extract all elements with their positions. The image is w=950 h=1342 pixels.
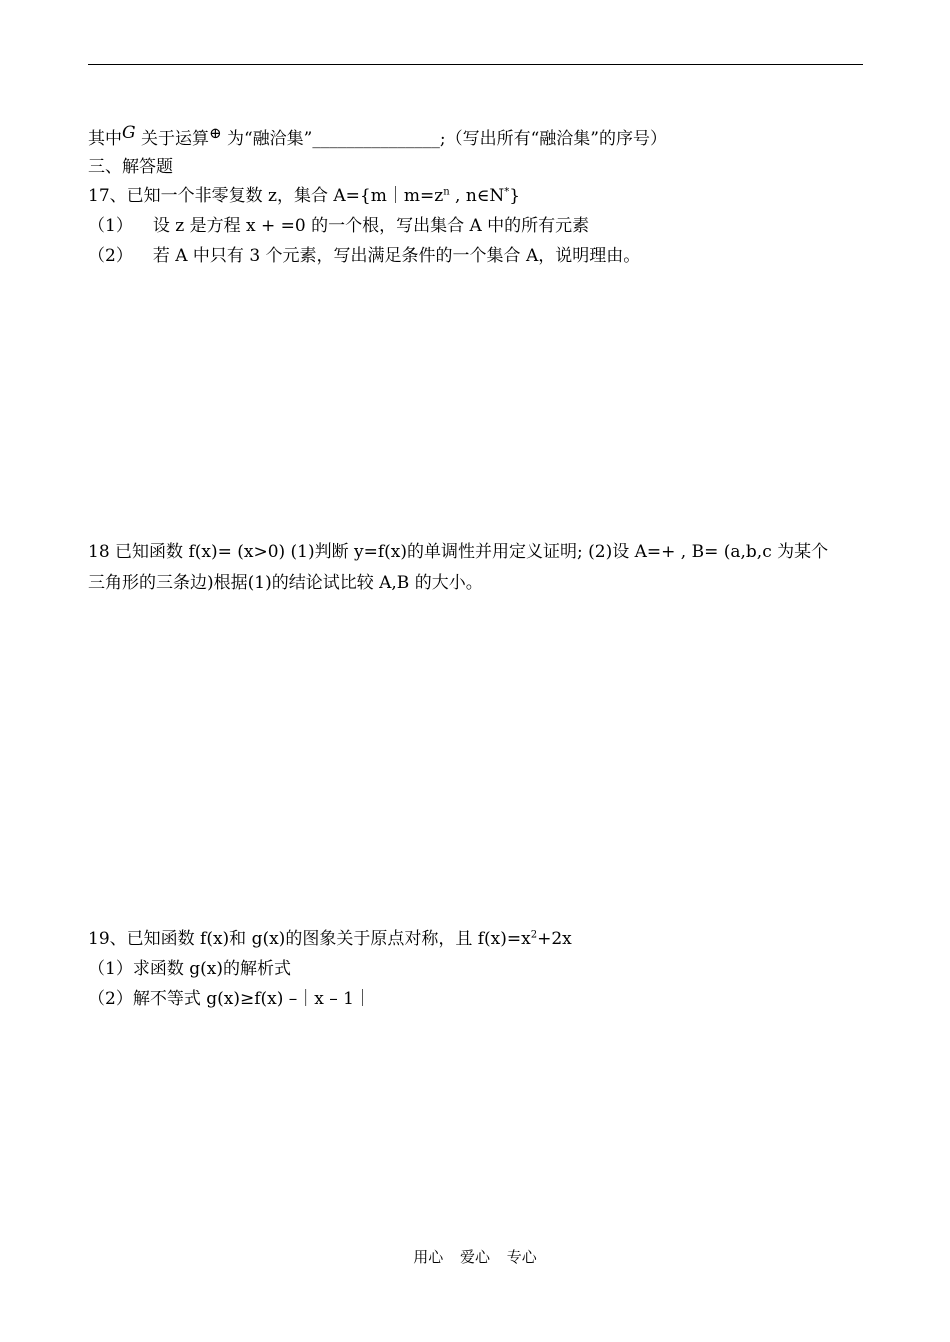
q17-stem-end: } bbox=[509, 186, 521, 206]
q19-part1: （1）求函数 g(x)的解析式 bbox=[88, 959, 291, 979]
q17-part1 bbox=[88, 215, 589, 237]
oplus-symbol: ⊕ bbox=[209, 124, 222, 142]
q17-stem bbox=[88, 185, 520, 207]
section-title: 三、解答题 bbox=[88, 157, 173, 177]
q19-part2: （2）解不等式 g(x)≥f(x) –｜x – 1｜ bbox=[88, 989, 371, 1009]
footer-word-2: 爱心 bbox=[459, 1248, 490, 1266]
header-rule bbox=[88, 64, 863, 65]
q17-stem-text: 17、已知一个非零复数 z，集合 A={m｜m=z bbox=[88, 186, 444, 206]
q17-sup-n: n bbox=[443, 186, 450, 198]
page-footer bbox=[0, 1246, 950, 1267]
q17-part2 bbox=[88, 245, 640, 267]
fusion-set-line bbox=[88, 123, 667, 150]
text-post: 为“融洽集”_______________;（写出所有“融洽集”的序号） bbox=[226, 129, 667, 149]
set-g-symbol: G bbox=[122, 123, 136, 143]
q19-stem-end: +2x bbox=[537, 929, 572, 949]
q18-line1: 18 已知函数 f(x)= (x>0) (1)判断 y=f(x)的单调性并用定义证明; (2)设 A=+ , B= (a,b,c 为某个 bbox=[88, 542, 829, 562]
footer-word-1: 用心 bbox=[413, 1248, 444, 1266]
footer-word-3: 专心 bbox=[506, 1248, 537, 1266]
q19-sup-2: 2 bbox=[530, 929, 538, 941]
q17-sup-star: * bbox=[504, 186, 510, 198]
q18-line2: 三角形的三条边)根据(1)的结论试比较 A,B 的大小。 bbox=[88, 573, 483, 593]
text-pre: 其中 bbox=[88, 129, 122, 149]
q19-stem-text: 19、已知函数 f(x)和 g(x)的图象关于原点对称，且 f(x)=x bbox=[88, 929, 531, 949]
q17-stem-mid: , n∈N bbox=[449, 186, 505, 206]
q17-p2-text: 若 A 中只有 3 个元素，写出满足条件的一个集合 A，说明理由。 bbox=[152, 246, 641, 266]
q17-p1-text: 设 z 是方程 x + =0 的一个根，写出集合 A 中的所有元素 bbox=[152, 216, 590, 236]
q17-p1-label: （1） bbox=[88, 216, 133, 236]
text-mid: 关于运算 bbox=[141, 129, 209, 149]
q17-p2-label: （2） bbox=[88, 246, 133, 266]
q19-stem bbox=[88, 928, 572, 950]
